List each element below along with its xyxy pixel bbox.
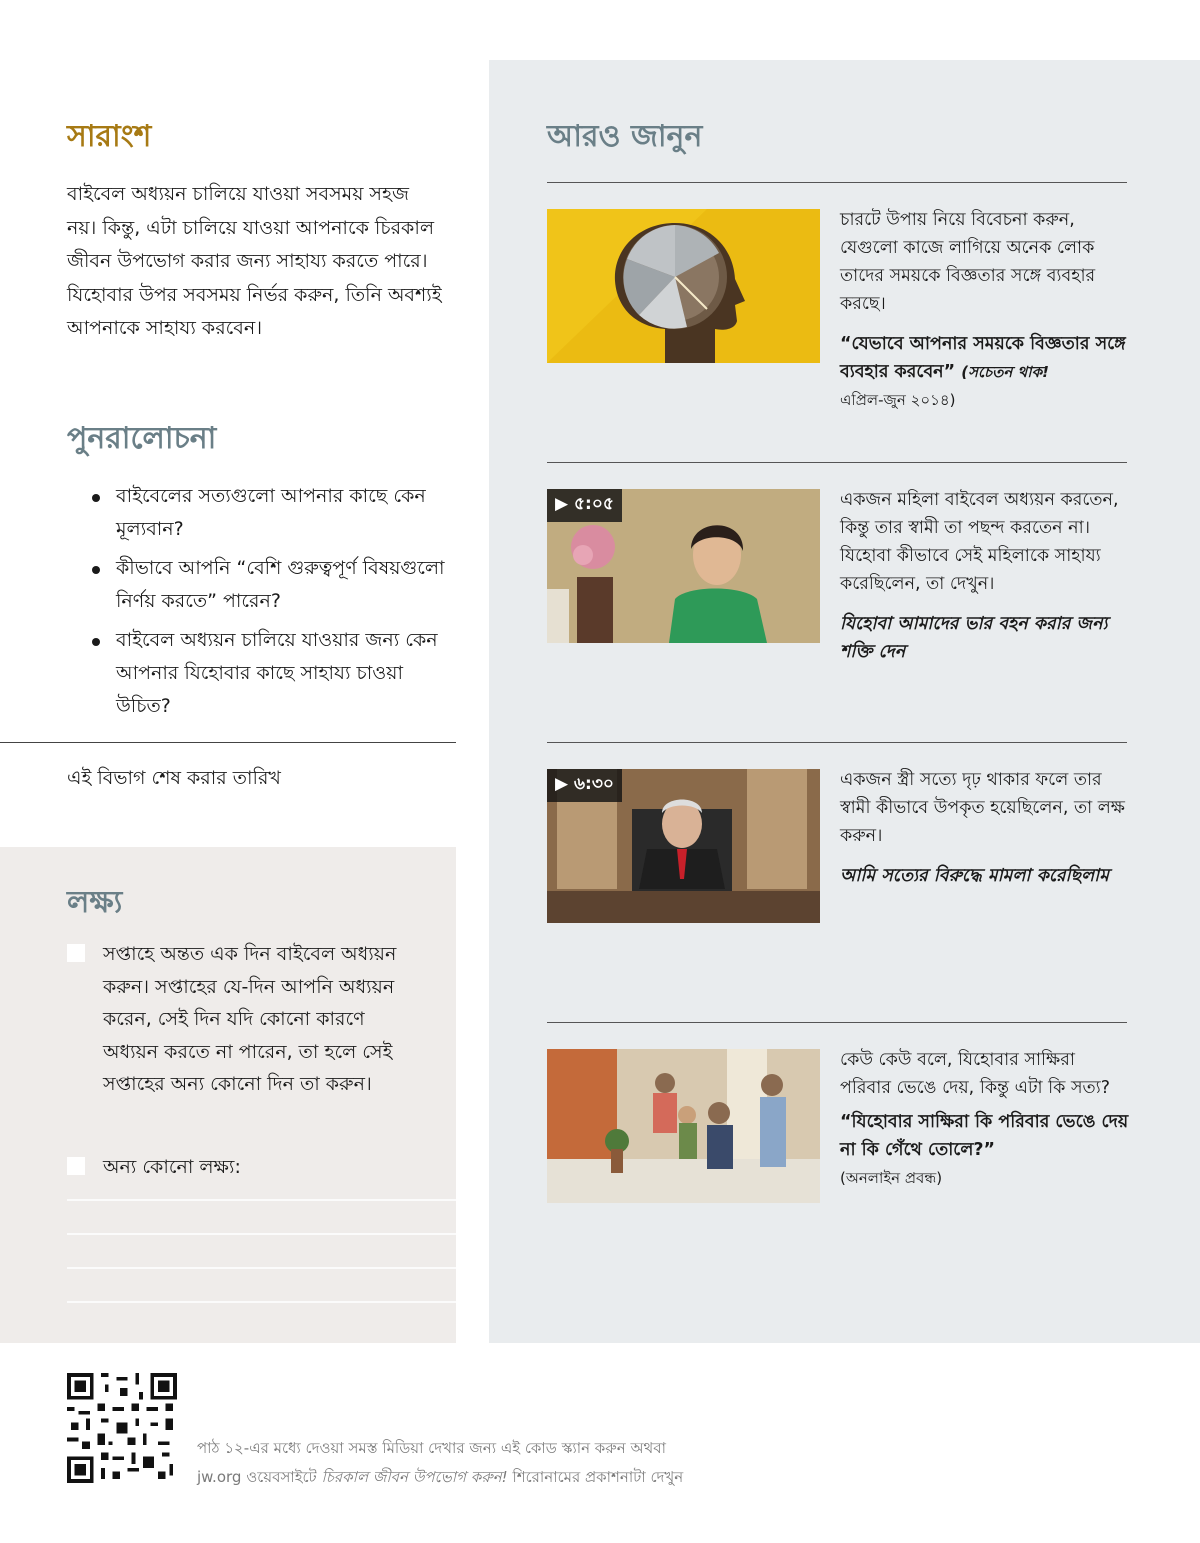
goal-item: [67, 1151, 413, 1184]
video-description: [840, 486, 1130, 666]
goal-write-line[interactable]: [67, 1233, 456, 1235]
summary-heading: সারাংশ: [67, 119, 152, 154]
video-title[interactable]: যিহোবা আমাদের ভার বহন করার জন্য শক্তি দেন: [840, 614, 1108, 662]
summary-text: বাইবেল অধ্যয়ন চালিয়ে যাওয়া সবসময় সহজ নয়। কিন্তু, এটা চালিয়ে যাওয়া আপনাকে চিরকাল জীবন উপভোগ করার জন্য সাহায্য করতে পারে। যিহোবার উপর সবসময় নির্ভর করুন, তিনি অবশ্যই আপনাকে সাহায্য করবেন।: [67, 183, 442, 339]
divider: [0, 742, 456, 743]
divider: [547, 1022, 1127, 1023]
website-link[interactable]: jw.org ওয়েবসাইটে: [197, 1468, 317, 1486]
article-description: [840, 206, 1130, 414]
goal-checkbox[interactable]: [67, 944, 85, 962]
video-thumbnail[interactable]: [547, 769, 820, 923]
goal-write-line[interactable]: [67, 1199, 456, 1201]
source-date: এপ্রিল-জুন ২০১৪): [840, 391, 956, 409]
family-image: [547, 1049, 820, 1203]
footer-text: [197, 1434, 683, 1492]
footer-line-2: [197, 1463, 683, 1492]
description-text: একজন মহিলা বাইবেল অধ্যয়ন করতেন, কিন্তু তার স্বামী তা পছন্দ করতেন না। যিহোবা কীভাবে সেই মহিলাকে সাহায্য করেছিলেন, তা দেখুন।: [840, 490, 1119, 594]
divider: [547, 182, 1127, 183]
video-description: [840, 766, 1130, 890]
video-title[interactable]: আমি সত্যের বিরুদ্ধে মামলা করেছিলাম: [840, 866, 1109, 886]
review-heading: পুনরালোচনা: [67, 421, 217, 456]
article-description: [840, 1046, 1130, 1192]
review-question: বাইবেল অধ্যয়ন চালিয়ে যাওয়ার জন্য কেন আপনার যিহোবার কাছে সাহায্য চাওয়া উচিত?: [92, 624, 447, 723]
goal-write-line[interactable]: [67, 1301, 456, 1303]
goal-heading: লক্ষ্য: [67, 885, 123, 920]
video-duration: ▶ ৫:০৫: [547, 489, 622, 522]
finish-date-label: এই বিভাগ শেষ করার তারিখ: [67, 767, 281, 789]
article-title[interactable]: “যেভাবে আপনার সময়কে বিজ্ঞতার সঙ্গে ব্যবহার করবেন”: [840, 334, 1126, 382]
goal-checkbox[interactable]: [67, 1157, 85, 1175]
divider: [547, 462, 1127, 463]
footer-line-1: পাঠ ১২-এর মধ্যে দেওয়া সমস্ত মিডিয়া দেখার জন্য এই কোড স্ক্যান করুন অথবা: [197, 1439, 666, 1457]
time-head-image: [547, 209, 820, 363]
video-thumbnail[interactable]: [547, 489, 820, 643]
review-question: বাইবেলের সত্যগুলো আপনার কাছে কেন মূল্যবান?: [92, 480, 447, 546]
video-duration: ▶ ৬:৩০: [547, 769, 622, 802]
article-title-link[interactable]: [840, 330, 1130, 386]
goal-write-line[interactable]: [67, 1267, 456, 1269]
divider: [547, 742, 1127, 743]
footer-line-2-end: শিরোনামের প্রকাশনাটা দেখুন: [512, 1468, 684, 1486]
source-publication: (সচেতন থাক!: [961, 363, 1049, 381]
qr-code-icon[interactable]: [67, 1373, 177, 1483]
description-text: কেউ কেউ বলে, যিহোবার সাক্ষিরা পরিবার ভেঙে দেয়, কিন্তু এটা কি সত্য?: [840, 1050, 1111, 1098]
article-thumbnail[interactable]: [547, 209, 820, 363]
article-title[interactable]: “যিহোবার সাক্ষিরা কি পরিবার ভেঙে দেয় না কি গেঁথে তোলে?”: [840, 1112, 1129, 1160]
goal-item: [67, 938, 413, 1101]
source-type: (অনলাইন প্রবন্ধ): [840, 1169, 943, 1187]
review-list: [92, 480, 447, 729]
learn-more-heading: আরও জানুন: [547, 119, 703, 154]
review-question: কীভাবে আপনি “বেশি গুরুত্বপূর্ণ বিষয়গুলো নির্ণয় করতে” পারেন?: [92, 552, 447, 618]
goal-text: সপ্তাহে অন্তত এক দিন বাইবেল অধ্যয়ন করুন। সপ্তাহের যে-দিন আপনি অধ্যয়ন করেন, সেই দিন যদি কোনো কারণে অধ্যয়ন করতে না পারেন, তা হলে সেই সপ্তাহের অন্য কোনো দিন তা করুন।: [103, 943, 397, 1095]
goal-text: অন্য কোনো লক্ষ্য:: [103, 1156, 241, 1178]
description-text: চারটে উপায় নিয়ে বিবেচনা করুন, যেগুলো কাজে লাগিয়ে অনেক লোক তাদের সময়কে বিজ্ঞতার সঙ্গে ব্যবহার করছে।: [840, 210, 1096, 314]
article-thumbnail[interactable]: [547, 1049, 820, 1203]
publication-title: চিরকাল জীবন উপভোগ করুন!: [321, 1468, 508, 1486]
description-text: একজন স্ত্রী সত্যে দৃঢ় থাকার ফলে তার স্বামী কীভাবে উপকৃত হয়েছিলেন, তা লক্ষ করুন।: [840, 770, 1125, 846]
